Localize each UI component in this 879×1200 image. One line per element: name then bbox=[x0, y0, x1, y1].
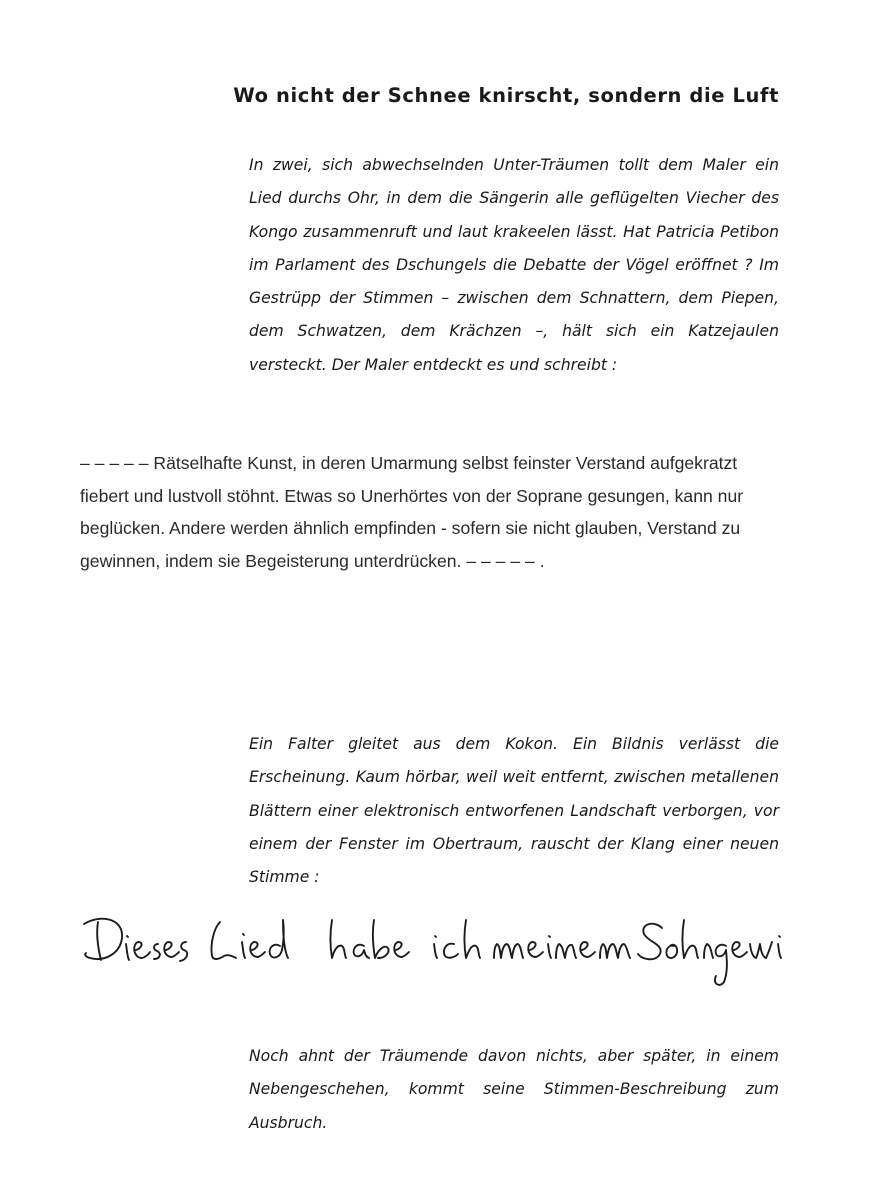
outro-paragraph: Noch ahnt der Träumende davon nichts, aber später, in einem Nebengeschehen, kommt seine Stimmen-Beschreibung zum Ausbruch. bbox=[249, 1047, 779, 1132]
handwriting-signature-drawing bbox=[74, 900, 794, 1000]
falter-paragraph: Ein Falter gleitet aus dem Kokon. Ein Bildnis verlässt die Erscheinung. Kaum hörbar, weil weit entfernt, zwischen metallenen Blättern einer elektronisch entworfenen Landschaft verborgen, vor einem der Fenster im Obertraum, rauscht der Klang einer neuen Stimme : bbox=[249, 735, 779, 887]
handwritten-dedication bbox=[74, 900, 794, 1000]
intro-paragraph: In zwei, sich abwechselnden Unter-Träumen tollt dem Maler ein Lied durchs Ohr, in dem die Sängerin alle geflügelten Viecher des Kongo zusammenruft und laut krakeelen lässt. Hat Patricia Petibon im Parlament des Dschungels die Debatte der Vögel eröffnet ? Im Gestrüpp der Stimmen – zwischen dem Schnattern, dem Piepen, dem Schwatzen, dem Krächzen –, hält sich ein Katzejaulen versteckt. Der Maler entdeckt es und schreibt : bbox=[249, 156, 779, 374]
quote-paragraph: – – – – – Rätselhafte Kunst, in deren Umarmung selbst feinster Verstand aufgekratzt fiebert und lustvoll stöhnt. Etwas so Unerhörtes von der Soprane gesungen, kann nur beglücken. Andere werden ähnlich empfinden - sofern sie nicht glauben, Verstand zu gewinnen, indem sie Begeisterung unterdrücken. – – – – – . bbox=[80, 453, 744, 571]
page-title: Wo nicht der Schnee knirscht, sondern die Luft bbox=[233, 84, 779, 107]
